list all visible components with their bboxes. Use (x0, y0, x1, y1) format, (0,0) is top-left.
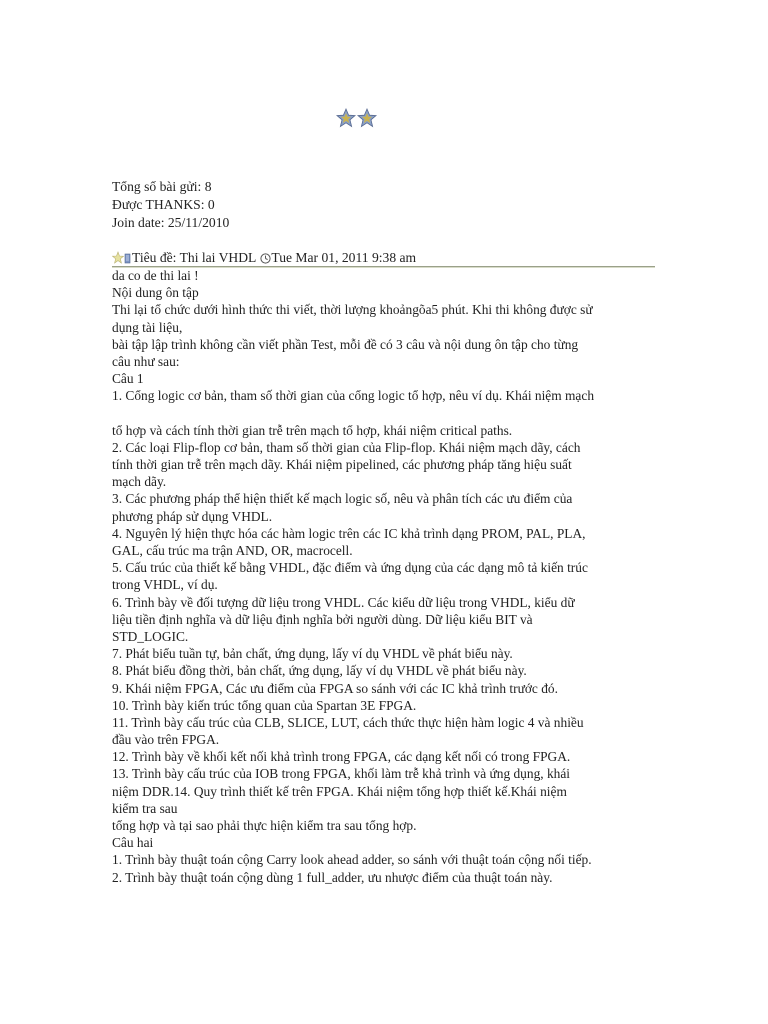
body-line: Câu 1 (112, 371, 144, 387)
body-line: 13. Trình bày cấu trúc của IOB trong FPGA, khối làm trễ khả trình và ứng dụng, khái (112, 766, 571, 782)
body-line: 1. Cổng logic cơ bản, tham số thời gian của cổng logic tổ hợp, nêu ví dụ. Khái niệm mạch (112, 388, 595, 404)
post-title[interactable]: Tiêu đề: Thi lai VHDL (132, 250, 257, 265)
body-line: 9. Khái niệm FPGA, Các ưu điểm của FPGA so sánh với các IC khả trình trước đó. (112, 680, 558, 696)
user-info (112, 178, 229, 232)
body-line: 11. Trình bày cấu trúc của CLB, SLICE, LUT, cách thức thực hiện hàm logic 4 và nhiều (112, 714, 584, 730)
body-line: 1. Trình bày thuật toán cộng Carry look ahead adder, so sánh với thuật toán cộng nối tiếp. (112, 852, 592, 868)
body-line: 4. Nguyên lý hiện thực hóa các hàm logic trên các IC khả trình dạng PROM, PAL, PLA, (112, 525, 586, 541)
body-line: 6. Trình bày về đối tượng dữ liệu trong VHDL. Các kiểu dữ liệu trong VHDL, kiểu dữ (112, 594, 575, 610)
body-line: 10. Trình bày kiến trúc tổng quan của Spartan 3E FPGA. (112, 697, 417, 713)
body-line: 7. Phát biểu tuần tự, bản chất, ứng dụng, lấy ví dụ VHDL về phát biểu này. (112, 646, 513, 662)
body-line: 5. Cấu trúc của thiết kế bằng VHDL, đặc điểm và ứng dụng của các dạng mô tả kiến trúc (112, 560, 588, 576)
body-line: 8. Phát biểu đồng thời, bản chất, ứng dụng, lấy ví dụ VHDL về phát biểu này. (112, 663, 527, 679)
post-body (112, 267, 660, 886)
body-line: 2. Các loại Flip-flop cơ bản, tham số thời gian của Flip-flop. Khái niệm mạch dãy, cách (112, 439, 581, 455)
post-date: Tue Mar 01, 2011 9:38 am (271, 250, 417, 265)
body-line: đầu vào trên FPGA. (112, 732, 220, 748)
body-line: trong VHDL, ví dụ. (112, 577, 218, 593)
clock-icon (260, 253, 271, 264)
blank-line (112, 405, 660, 422)
body-line: kiểm tra sau (112, 800, 178, 816)
body-line: niệm DDR.14. Quy trình thiết kế trên FPGA. Khái niệm tổng hợp thiết kế.Khái niệm (112, 783, 567, 799)
body-line: Thi lại tổ chức dưới hình thức thi viết, thời lượng khoảngõa5 phút. Khi thi không được sử (112, 302, 593, 318)
body-line: dụng tài liệu, (112, 319, 183, 335)
body-line: GAL, cấu trúc ma trận AND, OR, macrocell. (112, 543, 353, 558)
post-count: Tổng số bài gửi: 8 (112, 179, 212, 194)
post-star-icon (112, 251, 132, 265)
body-line: mạch dãy. (112, 474, 167, 490)
body-line: phương pháp sử dụng VHDL. (112, 508, 273, 524)
body-line: tổng hợp và tại sao phải thực hiện kiểm tra sau tổng hợp. (112, 818, 417, 833)
body-line: 12. Trình bày về khối kết nối khả trình trong FPGA, các dạng kết nối có trong FPGA. (112, 749, 571, 765)
body-line: bài tập lập trình không cần viết phần Test, mỗi đề có 3 câu và nội dung ôn tập cho từng (112, 336, 579, 352)
body-line: Câu hai (112, 835, 154, 851)
body-line: da co de thi lai ! (112, 268, 199, 283)
two-stars-icon (336, 108, 378, 128)
body-line: 3. Các phương pháp thể hiện thiết kế mạch logic số, nêu và phân tích các ưu điểm của (112, 491, 573, 507)
post-header (112, 249, 655, 267)
body-line: tính thời gian trễ trên mạch dãy. Khái niệm pipelined, các phương pháp tăng hiệu suất (112, 457, 572, 473)
thanks-count: Được THANKS: 0 (112, 197, 215, 212)
body-line: 2. Trình bày thuật toán cộng dùng 1 full_adder, ưu nhược điểm của thuật toán này. (112, 869, 553, 885)
body-line: câu như sau: (112, 353, 180, 369)
join-date: Join date: 25/11/2010 (112, 215, 230, 230)
body-line: liệu tiền định nghĩa và dữ liệu định nghĩa bởi người dùng. Dữ liệu kiểu BIT và (112, 611, 533, 627)
body-line: tổ hợp và cách tính thời gian trễ trên mạch tổ hợp, khái niệm critical paths. (112, 422, 513, 438)
body-line: STD_LOGIC. (112, 628, 189, 644)
body-line: Nội dung ôn tập (112, 285, 199, 301)
